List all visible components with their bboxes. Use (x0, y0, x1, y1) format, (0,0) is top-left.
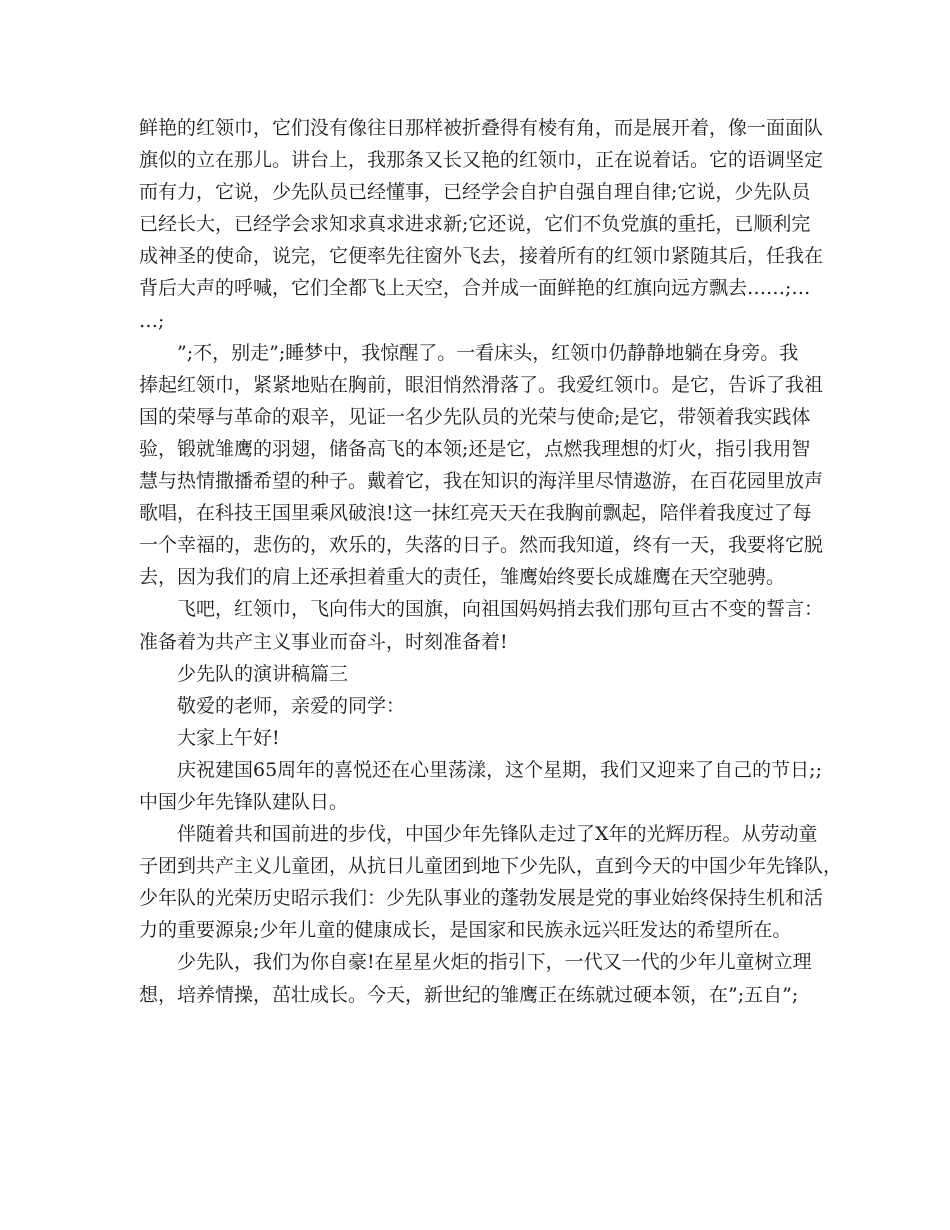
text-line: 而有力，它说，少先队员已经懂事，已经学会自护自强自理自律;它说，少先队员 (139, 181, 811, 204)
paragraph-start-line: 少先队，我们为你自豪!在星星火炬的指引下，一代又一代的少年儿童树立理 (177, 951, 812, 974)
text-line: 旗似的立在那儿。讲台上，我那条又长又艳的红领巾，正在说着话。它的语调坚定 (139, 149, 824, 172)
text-line: 背后大声的呼喊，它们全都飞上天空，合并成一面鲜艳的红旗向远方飘去……;… (139, 277, 811, 300)
paragraph-start-line: ”;不，别走”;睡梦中，我惊醒了。一看床头，红领巾仍静静地躺在身旁。我 (177, 341, 799, 364)
salutation-line: 敬爱的老师，亲爱的同学： (177, 694, 406, 717)
text-line: …; (139, 309, 165, 332)
text-line: 想，培养情操，茁壮成长。今天，新世纪的雏鹰正在练就过硬本领，在”;五自”; (139, 983, 799, 1006)
paragraph-start-line: 伴随着共和国前进的步伐，中国少年先锋队走过了X年的光辉历程。从劳动童 (177, 823, 818, 846)
paragraph-start-line: 庆祝建国65周年的喜悦还在心里荡漾，这个星期，我们又迎来了自己的节日;; (177, 758, 822, 781)
greeting-line: 大家上午好! (177, 726, 280, 749)
text-line: 去，因为我们的肩上还承担着重大的责任，雏鹰始终要长成雄鹰在天空驰骋。 (139, 566, 786, 589)
text-line: 中国少年先锋队建队日。 (139, 790, 349, 813)
text-line: 子团到共产主义儿童团，从抗日儿童团到地下少先队，直到今天的中国少年先锋队， (139, 855, 843, 878)
text-line: 少年队的光荣历史昭示我们：少先队事业的蓬勃发展是党的事业始终保持生机和活 (139, 887, 824, 910)
text-line: 力的重要源泉;少年儿童的健康成长，是国家和民族永远兴旺发达的希望所在。 (139, 919, 792, 942)
text-line: 准备着为共产主义事业而奋斗，时刻准备着! (139, 630, 508, 653)
document-body (139, 112, 843, 1011)
text-line: 已经长大，已经学会求知求真求进求新;它还说，它们不负党旗的重托，已顺利完 (139, 213, 811, 236)
text-line: 歌唱，在科技王国里乘风破浪!这一抹红亮天天在我胸前飘起，陪伴着我度过了每 (139, 502, 812, 525)
text-line: 慧与热情撒播希望的种子。戴着它，我在知识的海洋里尽情遨游，在百花园里放声 (139, 470, 824, 493)
text-line: 鲜艳的红领巾，它们没有像往日那样被折叠得有棱有角，而是展开着，像一面面队 (139, 117, 824, 139)
text-line: 验，锻就雏鹰的羽翅，储备高飞的本领;还是它，点燃我理想的灯火，指引我用智 (139, 437, 811, 460)
section-heading: 少先队的演讲稿篇三 (177, 662, 349, 685)
text-line: 国的荣辱与革命的艰辛，见证一名少先队员的光荣与使命;是它，带领着我实践体 (139, 405, 811, 428)
text-line: 捧起红领巾，紧紧地贴在胸前，眼泪悄然滑落了。我爱红领巾。是它，告诉了我祖 (139, 373, 824, 396)
text-line: 一个幸福的，悲伤的，欢乐的，失落的日子。然而我知道，终有一天，我要将它脱 (139, 534, 824, 557)
text-line: 成神圣的使命，说完，它便率先往窗外飞去，接着所有的红领巾紧随其后，任我在 (139, 245, 824, 268)
paragraph-start-line: 飞吧，红领巾，飞向伟大的国旗，向祖国妈妈捎去我们那句亘古不变的誓言： (177, 598, 824, 621)
